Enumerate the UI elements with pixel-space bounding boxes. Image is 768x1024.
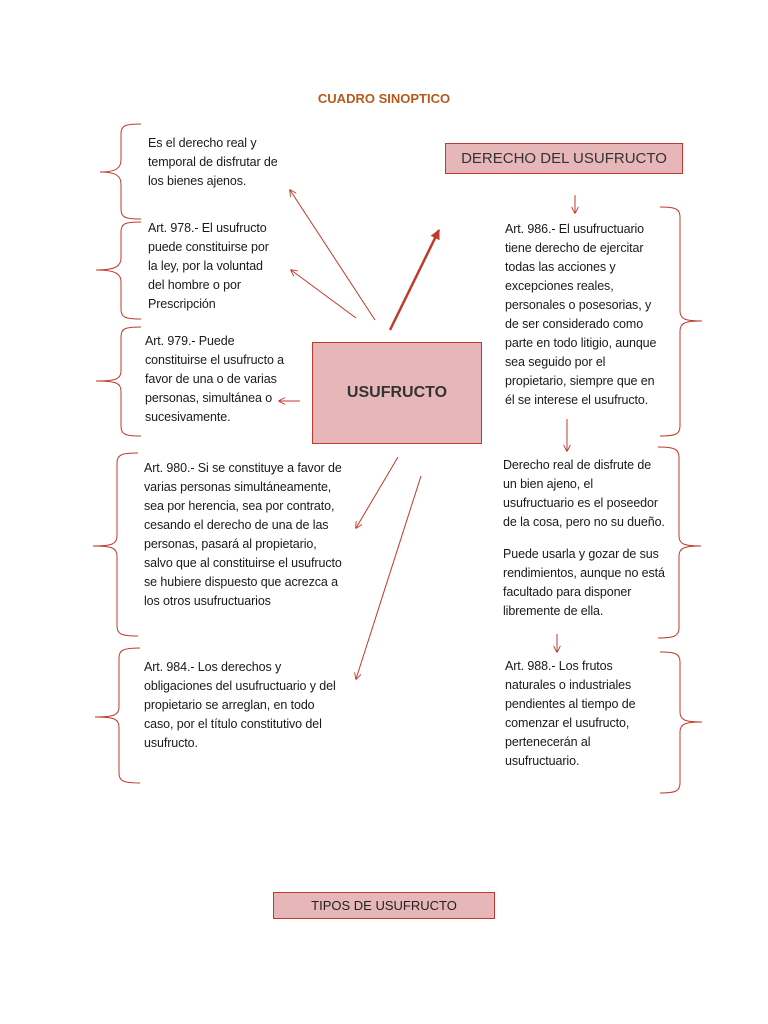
text-line: Prescripción — [148, 297, 216, 311]
text-line: Es el derecho real y — [148, 136, 257, 150]
left-item-2 — [148, 219, 269, 314]
text-line: facultado para disponer — [503, 585, 632, 599]
text-line: él se interese el usufructo. — [505, 393, 649, 407]
left-brace-4 — [93, 453, 138, 636]
text-line: usufructuario. — [505, 754, 580, 768]
text-line: rendimientos, aunque no está — [503, 566, 665, 580]
text-line: usufructo. — [144, 736, 198, 750]
arrow-to-item-5 — [356, 476, 421, 679]
text-line: naturales o industriales — [505, 678, 632, 692]
text-line: salvo que al constituirse el usufructo — [144, 556, 342, 570]
text-line: excepciones reales, — [505, 279, 614, 293]
text-line: todas las acciones y — [505, 260, 616, 274]
text-line: puede constituirse por — [148, 240, 269, 254]
header-box: DERECHO DEL USUFRUCTO — [445, 143, 683, 174]
page-title: CUADRO SINOPTICO — [317, 91, 451, 106]
left-item-1 — [148, 134, 278, 191]
text-line: sea seguido por el — [505, 355, 606, 369]
text-line: pendientes al tiempo de — [505, 697, 636, 711]
left-brace-5 — [95, 648, 140, 783]
text-line: Art. 984.- Los derechos y — [144, 660, 282, 674]
text-line: del hombre o por — [148, 278, 241, 292]
text-line: temporal de disfrutar de — [148, 155, 278, 169]
text-line: obligaciones del usufructuario y del — [144, 679, 336, 693]
right-item-3 — [503, 545, 665, 621]
text-line: los bienes ajenos. — [148, 174, 247, 188]
text-line: personas, simultánea o — [145, 391, 273, 405]
text-line: Art. 986.- El usufructuario — [505, 222, 645, 236]
text-line: tiene derecho de ejercitar — [505, 241, 644, 255]
text-line: personas, pasará al propietario, — [144, 537, 317, 551]
text-line: la ley, por la voluntad — [148, 259, 263, 273]
right-item-4 — [505, 657, 635, 771]
center-box: USUFRUCTO — [312, 342, 482, 444]
left-item-4 — [144, 459, 342, 611]
text-line: sucesivamente. — [145, 410, 231, 424]
text-line: de la cosa, pero no su dueño. — [503, 515, 665, 529]
text-line: de ser considerado como — [505, 317, 644, 331]
text-line: un bien ajeno, el — [503, 477, 594, 491]
text-line: Art. 979.- Puede — [145, 334, 235, 348]
left-item-3 — [145, 332, 284, 427]
right-item-2 — [503, 456, 665, 532]
arrow-to-item-4 — [356, 457, 398, 528]
text-line: caso, por el título constitutivo del — [144, 717, 322, 731]
right-brace-3 — [660, 652, 702, 793]
right-item-1 — [505, 220, 656, 410]
footer-box: TIPOS DE USUFRUCTO — [273, 892, 495, 919]
text-line: propietario, siempre que en — [505, 374, 655, 388]
text-line: propietario se arreglan, en todo — [144, 698, 315, 712]
text-line: se hubiere dispuesto que acrezca a — [144, 575, 338, 589]
left-brace-2 — [96, 222, 141, 319]
left-item-5 — [144, 658, 336, 753]
left-brace-1 — [100, 124, 141, 219]
text-line: los otros usufructuarios — [144, 594, 271, 608]
text-line: Art. 988.- Los frutos — [505, 659, 613, 673]
text-line: personales o posesorias, y — [505, 298, 652, 312]
text-line: favor de una o de varias — [145, 372, 277, 386]
text-line: comenzar el usufructo, — [505, 716, 630, 730]
arrow-to-item-2 — [291, 270, 356, 318]
arrow-to-header — [390, 230, 439, 330]
text-line: libremente de ella. — [503, 604, 604, 618]
right-brace-1 — [660, 207, 702, 436]
text-line: pertenecerán al — [505, 735, 591, 749]
text-line: Art. 978.- El usufructo — [148, 221, 267, 235]
text-line: Derecho real de disfrute de — [503, 458, 652, 472]
text-line: constituirse el usufructo a — [145, 353, 285, 367]
text-line: usufructuario es el poseedor — [503, 496, 658, 510]
text-line: varias personas simultáneamente, — [144, 480, 332, 494]
text-line: sea por herencia, sea por contrato, — [144, 499, 335, 513]
left-brace-3 — [96, 327, 141, 436]
text-line: cesando el derecho de una de las — [144, 518, 329, 532]
text-line: parte en todo litigio, aunque — [505, 336, 657, 350]
text-line: Puede usarla y gozar de sus — [503, 547, 659, 561]
text-line: Art. 980.- Si se constituye a favor de — [144, 461, 342, 475]
